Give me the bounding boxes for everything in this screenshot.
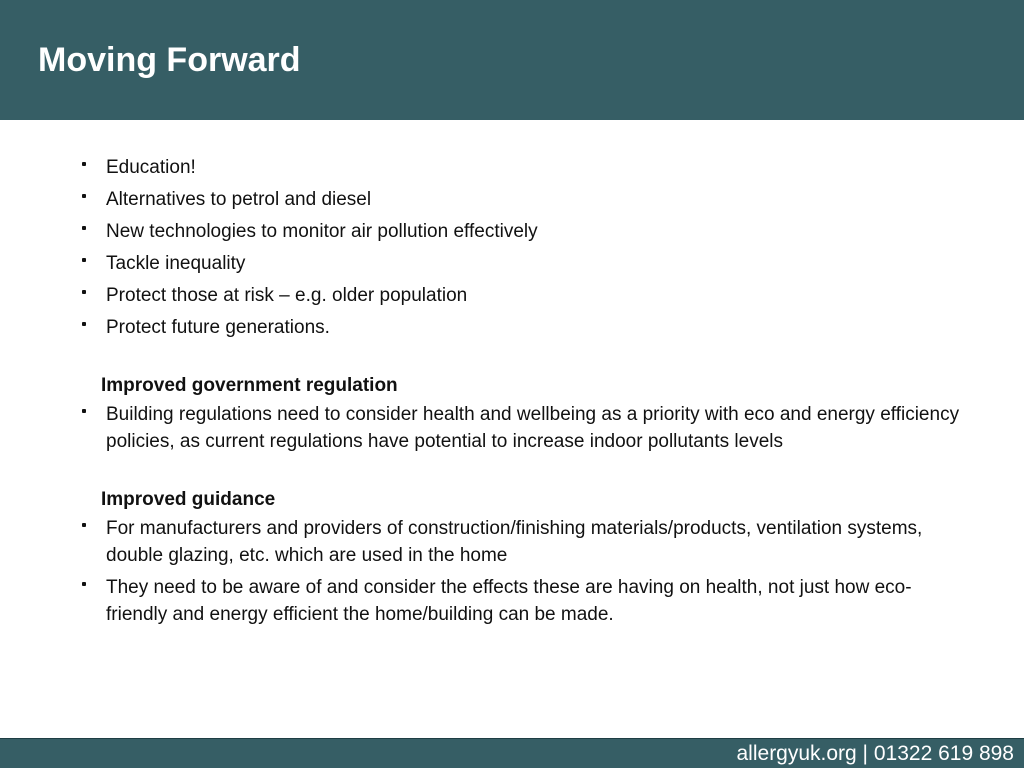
header-bar (0, 0, 1024, 120)
list-item (80, 314, 960, 341)
list-item (80, 515, 960, 569)
bullet-icon (82, 194, 86, 198)
bullet-text: Tackle inequality (106, 253, 246, 274)
bullet-text: Alternatives to petrol and diesel (106, 189, 372, 210)
bullet-icon (82, 258, 86, 262)
bullet-icon (82, 523, 86, 527)
section-heading-guidance: Improved guidance (101, 489, 276, 510)
bullet-text: Protect future generations. (106, 317, 330, 338)
list-item (80, 401, 960, 455)
section-spacer (80, 346, 960, 372)
bullet-text: Protect those at risk – e.g. older population (106, 285, 468, 306)
footer-contact: allergyuk.org | 01322 619 898 (736, 742, 1014, 765)
regulation-bullet-list (80, 401, 960, 455)
bullet-icon (82, 226, 86, 230)
section-spacer (80, 460, 960, 486)
bullet-text: Education! (106, 157, 196, 178)
list-item (80, 250, 960, 277)
slide-title: Moving Forward (38, 41, 301, 79)
bullet-text: For manufacturers and providers of construction/finishing materials/products, ventilation systems, double glazing, etc. which are used in the home (106, 518, 923, 566)
list-item (80, 282, 960, 309)
list-item (80, 574, 960, 628)
footer-bar (0, 738, 1024, 768)
list-item (80, 186, 960, 213)
bullet-text: They need to be aware of and consider the effects these are having on health, not just how eco-friendly and energy efficient the home/building can be made. (106, 577, 912, 625)
bullet-icon (82, 290, 86, 294)
section-heading-regulation: Improved government regulation (101, 375, 398, 396)
bullet-text: New technologies to monitor air pollution effectively (106, 221, 538, 242)
list-item (80, 218, 960, 245)
intro-bullet-list (80, 154, 960, 341)
bullet-text: Building regulations need to consider health and wellbeing as a priority with eco and energy efficiency policies, as current regulations have potential to increase indoor pollutants levels (106, 404, 960, 452)
bullet-icon (82, 582, 86, 586)
bullet-icon (82, 162, 86, 166)
guidance-bullet-list (80, 515, 960, 628)
slide-content (80, 154, 960, 633)
list-item (80, 154, 960, 181)
bullet-icon (82, 322, 86, 326)
bullet-icon (82, 409, 86, 413)
